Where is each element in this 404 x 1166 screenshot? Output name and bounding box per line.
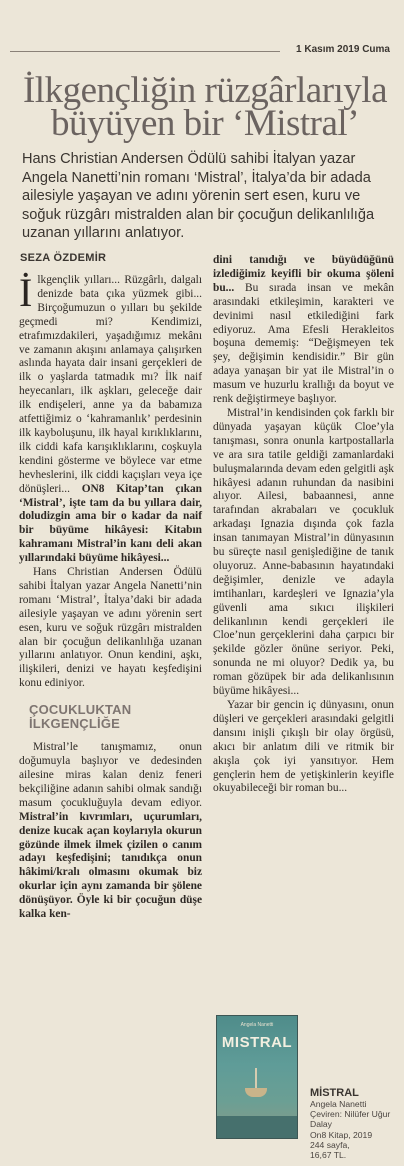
book-details <box>310 1087 396 1160</box>
right-paragraph-1-text: Bu sırada insan ve mekân arasındaki etkileşimin, karakteri ve devinimi nasıl etkilediğini fark ediyoruz. Ama Efesli Herakleitos boşuna dememiş: “Değişmeyen tek şey, değişimin kendisidir.” Bir gün adaya yanaşan bir yat ile Mistral’in o masum ve huzurlu krallığı da boyut ve renk değiştirmeye başlıyor. <box>213 281 394 406</box>
cover-sea <box>217 1116 297 1138</box>
book-author: Angela Nanetti <box>310 1099 367 1109</box>
book-translator: Çeviren: Nilüfer Uğur Dalay <box>310 1109 391 1130</box>
body-paragraph-2: Hans Christian Andersen Ödülü sahibi İtalyan yazar Angela Nanetti’nin romanı ‘Mistral’, İtalya’daki bir adada ailesiyle yaşayan ve adını yörenin sert esen, kuru ve soğuk rüzgârı mistralden alan bir çocuğun delikanlılığa uzanan yıllarını anlatıyor. Onun kendini, aşkı, ilişkileri, denizi ve hayatı keşfedişini konu ediniyor. <box>19 566 202 690</box>
cover-boat-mast <box>255 1068 257 1090</box>
dateline <box>10 44 396 58</box>
book-title: MİSTRAL <box>310 1087 359 1099</box>
intro-text: lkgençlik yılları... Rüzgârlı, dalgalı denizde bata çıka yüzmek gibi... Birçoğumuzun o yılları bu şekilde geçmedi mi? Kendimizi, etrafımızdakileri, yaşadığımız mekânı ve zamanın akışını anlamaya çalışırken aslında hayata dair insani gerçekleri de ilk o yaşlarda tatmadık mı? İlk naif heyecanları, ilk aşkları, geleceğe dair ilk endişeleri, anne ya da babamıza atfettiğimiz o ‘kahramanlık’ perdesinin ilk kayboluşunu, ilk hayal kırıklıklarını, ilk ciddi kafa karışıklıklarını, coşkuyla kendini gösterme ve böylece var etme hevheslerini, ilk ciddi kaçışları veya içe dönüşleri... <box>19 274 202 495</box>
author-byline: SEZA ÖZDEMİR <box>20 252 107 264</box>
right-paragraph-1-bold: dini tanıdığı ve büyüdüğünü izlediğimiz keyifli bir okuma şöleni bu... <box>213 254 394 294</box>
book-cover-image <box>216 1015 298 1139</box>
intro-paragraph <box>19 270 202 566</box>
cover-title: MISTRAL <box>221 1034 293 1051</box>
right-paragraph-3: Yazar bir gencin iç dünyasını, onun düşleri ve gerçekleri arasındaki gelgitli dansını inişli çıkışlı bir olay örgüsü, akıcı bir anlatım dili ve ritmik bir akışla çok iyi yansıtıyor. Hem gençlerin hem de yetişkinlerin keyifle okuyabileceği bir roman bu... <box>213 699 394 795</box>
issue-date: 1 Kasım 2019 Cuma <box>296 44 390 55</box>
book-pages: 244 sayfa, <box>310 1139 350 1150</box>
right-column <box>213 254 394 796</box>
right-paragraph-2: Mistral’in kendisinden çok farklı bir dünyada yaşayan küçük Cloe’yla tanışması, sonra onunla kartpostallarla ve ara sıra tatile geldiği zamanlardaki buluşmalarında devam eden gelgitli aşk hikâyesi adanın ruhundan da nasibini alıyor. Ailesi, babaannesi, anne tarafından akrabaları ve çocukluk arkadaşı Ignazia dışında çok fazla insan tanımayan Mistral’in dünyasının bu süreçte nasıl genişlediğine de tanık oluyoruz. Anne-babasının hayatındaki değişimler, denizle ve adayla imtihanları, kardeşleri ve Ignazia’yla güvenli ama sıkıcı ilişkileri delikanlının kendi gerçekleri ile Cloe’nun gerçeklerini daha çarpıcı bir şekilde gözler önüne seriyor. Peki, sonunda ne mi oluyor? Dedik ya, bu roman gözüpek bir ada delikanlısının büyüme hikâyesi... <box>213 406 394 698</box>
drop-cap: İ <box>19 270 33 315</box>
left-column <box>19 270 202 922</box>
intro-bold-text: ON8 Kitap’tan çıkan ‘Mistral’, işte tam da bu yıllara dair, doludizgin ama bir o kadar da naif bir büyüme hikâyesi: Kitabın kahramanı Mistral’in kanı deli akan yıllarındaki büyüme hikâyesi... <box>19 482 202 565</box>
book-publisher: On8 Kitap, 2019 <box>310 1129 373 1140</box>
body-paragraph-3-text: Mistral’le tanışmamız, onun doğumuyla başlıyor ve dedesinden ailesine miras kalan deniz feneri bekçiliğine adanın sahibi olmak sandığı masum çocukluğuyla devam ediyor. <box>19 741 202 809</box>
book-info-box <box>216 1015 396 1161</box>
cover-boat <box>245 1088 267 1097</box>
body-paragraph-3 <box>19 741 202 922</box>
article-headline: İlkgençliğin rüzgârlarıyla büyüyen bir ‘Mistral’ <box>22 70 388 144</box>
article-deck: Hans Christian Andersen Ödülü sahibi İtalyan yazar Angela Nanetti’nin romanı ‘Mistral’, İtalya’da bir adada ailesiyle yaşayan ve adını yörenin sert esen, kuru ve soğuk rüzgârı mistralden alan bir çocuğun delikanlılığa uzanan yıllarını anlatıyor. <box>22 151 375 241</box>
dateline-rule <box>10 51 280 52</box>
section-subhead: ÇOCUKLUKTAN İLKGENÇLİĞE <box>29 702 132 732</box>
body-paragraph-3-bold: Mistral’in kıvrımları, uçurumları, denize kucak açan koylarıyla okurun gözünde ilmek ilmek çizilen o canım adayı keşfedişini; tanıdıkça onun hâkimi/kralı olmasını okumak biz okurlar için aynı zamanda bir şölene dönüşüyor. Öyle ki bir çocuğun düşe kalka ken- <box>19 810 202 921</box>
book-price: 16,67 TL. <box>310 1150 347 1161</box>
right-paragraph-1 <box>213 254 394 407</box>
cover-author: Angela Nanetti <box>240 1022 274 1028</box>
